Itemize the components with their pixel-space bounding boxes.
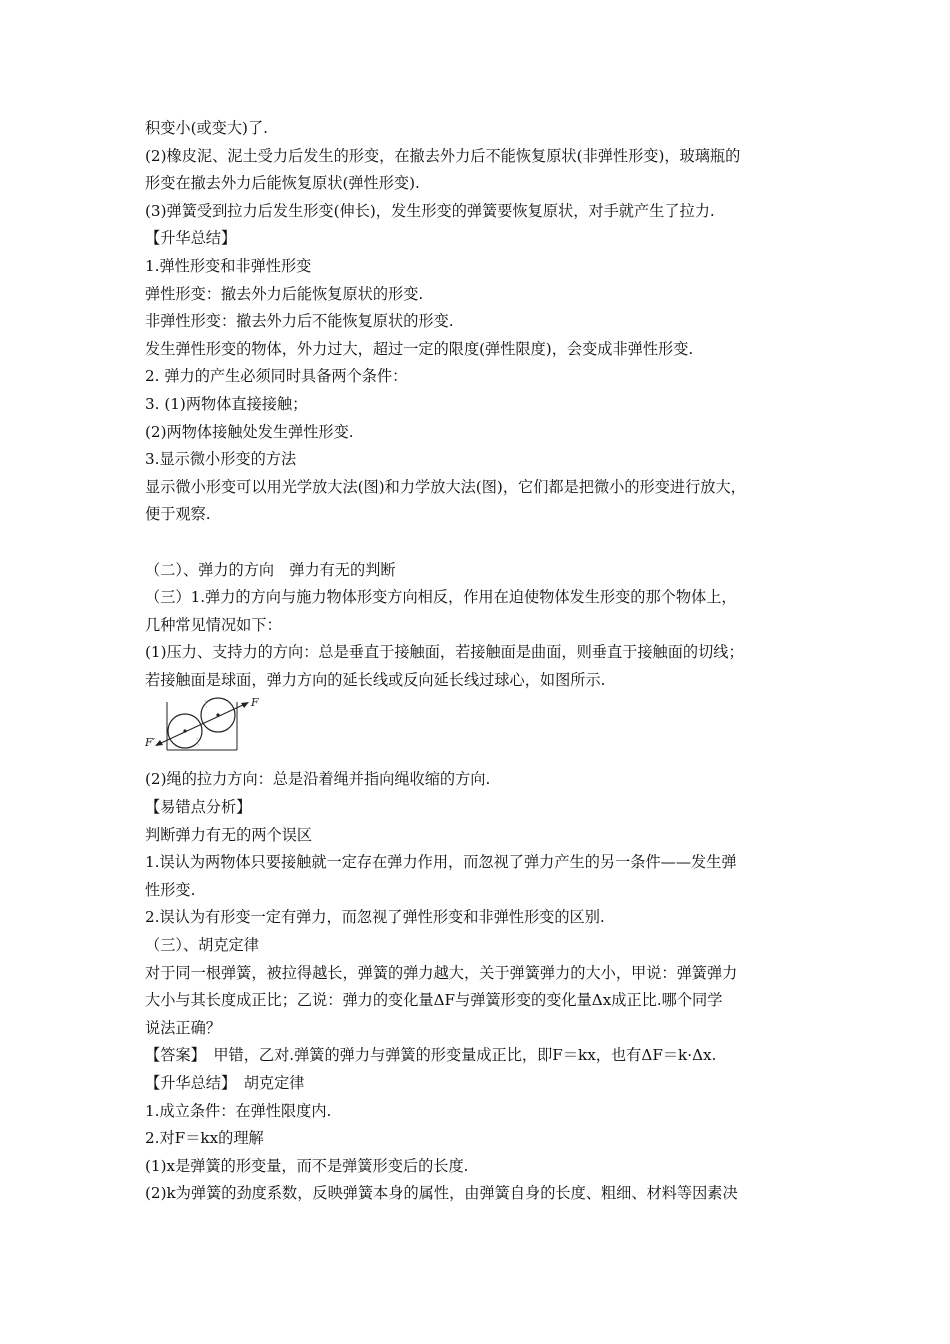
- text-line: 大小与其长度成正比；乙说：弹力的变化量ΔF与弹簧形变的变化量Δx成正比.哪个同学: [145, 991, 723, 1010]
- section-heading: 【易错点分析】: [145, 798, 252, 817]
- text-line: (1)x是弹簧的形变量，而不是弹簧形变后的长度.: [145, 1156, 469, 1175]
- text-line: (2)k为弹簧的劲度系数，反映弹簧本身的属性，由弹簧自身的长度、粗细、材料等因素决: [145, 1184, 738, 1203]
- text-line: 1.误认为两物体只要接触就一定存在弹力作用，而忽视了弹力产生的另一条件——发生弹: [145, 853, 737, 872]
- section-heading: （三）、胡克定律: [145, 936, 259, 955]
- text-line: (2)橡皮泥、泥土受力后发生的形变，在撤去外力后不能恢复原状(非弹性形变)，玻璃瓶的: [145, 146, 741, 165]
- text-line: 非弹性形变：撤去外力后不能恢复原状的形变.: [145, 312, 454, 331]
- text-line: 3.显示微小形变的方法: [145, 450, 297, 469]
- text-line: 判断弹力有无的两个误区: [145, 825, 313, 844]
- text-line: 1.成立条件：在弹性限度内.: [145, 1101, 332, 1120]
- text-line: 3. (1)两物体直接接触；: [145, 394, 308, 413]
- text-line: (2)绳的拉力方向：总是沿着绳并指向绳收缩的方向.: [145, 770, 491, 789]
- document-body: [145, 115, 825, 1208]
- text-line: (2)两物体接触处发生弹性形变.: [145, 422, 354, 441]
- text-line: 积变小(或变大)了.: [145, 119, 268, 137]
- text-line: 弹性形变：撤去外力后能恢复原状的形变.: [145, 284, 424, 303]
- text-line: 说法正确？: [145, 1018, 221, 1037]
- text-line: 2. 弹力的产生必须同时具备两个条件：: [145, 367, 408, 386]
- text-line: 1.弹性形变和非弹性形变: [145, 256, 312, 275]
- answer-line: 【答案】 甲错，乙对.弹簧的弹力与弹簧的形变量成正比，即F＝kx，也有ΔF＝k·Δx.: [145, 1046, 717, 1065]
- label-f: F: [251, 696, 259, 710]
- text-line: 便于观察.: [145, 505, 211, 524]
- text-line: 形变在撤去外力后能恢复原状(弹性形变).: [145, 174, 420, 193]
- text-line: 对于同一根弹簧，被拉得越长，弹簧的弹力越大，关于弹簧弹力的大小，甲说：弹簧弹力: [145, 963, 738, 982]
- two-spheres-in-box-figure: [145, 694, 825, 766]
- text-line: 2.对F＝kx的理解: [145, 1129, 264, 1148]
- text-line: 2.误认为有形变一定有弹力，而忽视了弹性形变和非弹性形变的区别.: [145, 908, 605, 927]
- section-heading: （二）、弹力的方向 弹力有无的判断: [145, 560, 396, 579]
- section-heading: 【升华总结】 胡克定律: [145, 1074, 305, 1092]
- label-f-prime: F′: [145, 736, 156, 750]
- spheres-diagram: [145, 694, 275, 766]
- text-line: 发生弹性形变的物体，外力过大，超过一定的限度(弹性限度)，会变成非弹性形变.: [145, 339, 694, 358]
- text-line: 显示微小形变可以用光学放大法(图)和力学放大法(图)，它们都是把微小的形变进行放大，: [145, 477, 746, 496]
- text-line: 若接触面是球面，弹力方向的延长线或反向延长线过球心，如图所示.: [145, 670, 606, 689]
- text-line: 几种常见情况如下：: [145, 615, 282, 634]
- section-heading: 【升华总结】: [145, 229, 237, 248]
- text-line: (3)弹簧受到拉力后发生形变(伸长)，发生形变的弹簧要恢复原状，对手就产生了拉力.: [145, 201, 715, 220]
- text-line: 性形变.: [145, 880, 196, 899]
- text-line: （三）1.弹力的方向与施力物体形变方向相反，作用在迫使物体发生形变的那个物体上，: [145, 588, 737, 607]
- text-line: (1)压力、支持力的方向：总是垂直于接触面，若接触面是曲面，则垂直于接触面的切线；: [145, 643, 744, 662]
- blank-line: [145, 529, 825, 557]
